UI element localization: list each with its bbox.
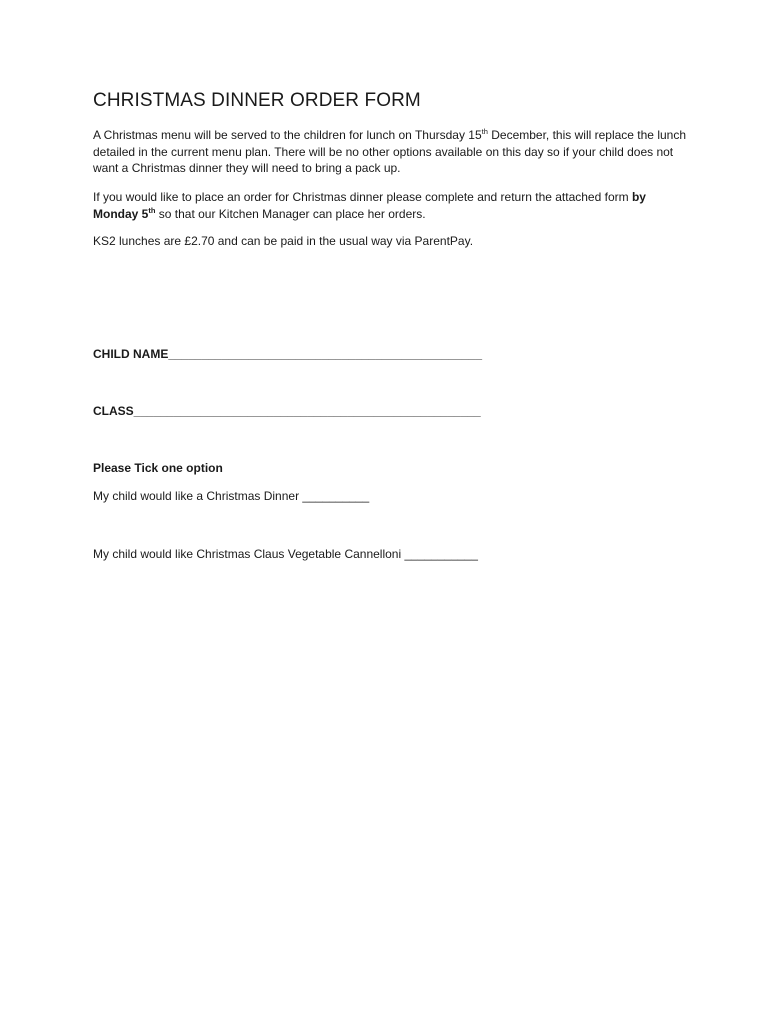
order-text-end: so that our Kitchen Manager can place her orders. bbox=[155, 206, 426, 221]
intro-paragraph bbox=[93, 127, 693, 177]
order-instructions-paragraph bbox=[93, 189, 693, 222]
deadline-date-suffix: th bbox=[148, 205, 156, 215]
child-name-label: CHILD NAME bbox=[93, 347, 169, 361]
option-vegetable-cannelloni-label: My child would like Christmas Claus Vegetable Cannelloni bbox=[93, 547, 405, 561]
option-christmas-dinner-label: My child would like a Christmas Dinner bbox=[93, 489, 303, 503]
class-field[interactable] bbox=[93, 404, 481, 418]
form-title: CHRISTMAS DINNER ORDER FORM bbox=[93, 90, 421, 111]
price-paragraph: KS2 lunches are £2.70 and can be paid in the usual way via ParentPay. bbox=[93, 234, 474, 248]
option-vegetable-cannelloni[interactable] bbox=[93, 547, 478, 561]
intro-date-suffix: th bbox=[481, 127, 488, 136]
child-name-field[interactable] bbox=[93, 347, 482, 361]
intro-text-end: December, this will replace the lunch detailed in the current menu plan. There will be no other options available on this day so if your child does not want a Christmas dinner they will need to bring a pack up. bbox=[93, 128, 686, 175]
order-text-start: If you would like to place an order for Christmas dinner please complete and return the attached form bbox=[93, 190, 632, 204]
option-christmas-dinner[interactable] bbox=[93, 489, 369, 503]
child-name-blank[interactable]: _______________________________________________ bbox=[168, 347, 482, 361]
class-blank[interactable]: ____________________________________________________ bbox=[133, 404, 481, 418]
class-label: CLASS bbox=[93, 404, 134, 418]
option-christmas-dinner-blank[interactable]: __________ bbox=[302, 489, 370, 503]
deadline-text: by Monday 5 bbox=[93, 190, 646, 221]
option-vegetable-cannelloni-blank[interactable]: ___________ bbox=[404, 547, 478, 561]
intro-text-start: A Christmas menu will be served to the children for lunch on Thursday 15 bbox=[93, 128, 482, 142]
tick-option-heading: Please Tick one option bbox=[93, 461, 223, 475]
